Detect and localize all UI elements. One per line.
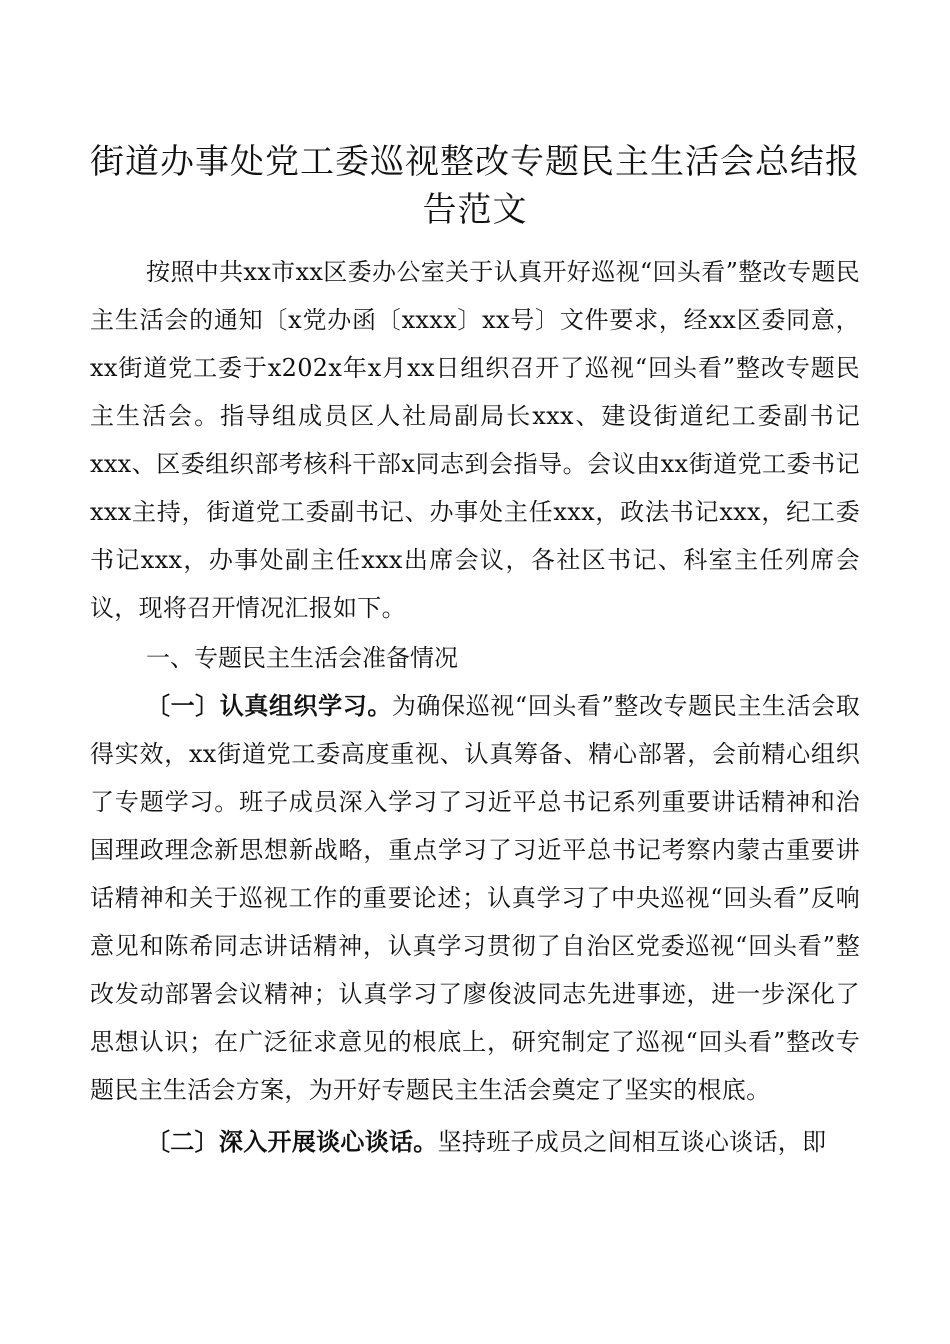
document-body	[90, 248, 860, 1166]
section-heading: 一、专题民主生活会准备情况	[146, 644, 458, 672]
intro-paragraph: 按照中共xx市xx区委办公室关于认真开好巡视“回头看”整改专题民主生活会的通知〔x党办函〔xxxx〕xx号〕文件要求，经xx区委同意，xx街道党工委于x202x年x月xx日组织召开了巡视“回头看”整改专题民主生活会。指导组成员区人社局副局长xxx、建设街道纪工委副书记xxx、区委组织部考核科干部x同志到会指导。会议由xx街道党工委书记xxx主持，街道党工委副书记、办事处主任xxx，政法书记xxx，纪工委书记xxx，办事处副主任xxx出席会议，各社区书记、科室主任列席会议，现将召开情况汇报如下。	[90, 258, 860, 622]
document-title: 街道办事处党工委巡视整改专题民主生活会总结报告范文	[90, 142, 860, 230]
item-lead-2: 〔二〕深入开展谈心谈话。	[146, 1128, 438, 1156]
item-text-2: 坚持班子成员之间相互谈心谈话，即	[437, 1128, 827, 1156]
item-lead-1: 〔一〕认真组织学习。	[146, 692, 392, 720]
item-paragraph-1	[90, 682, 860, 1114]
item-text-1: 为确保巡视“回头看”整改专题民主生活会取得实效，xx街道党工委高度重视、认真筹备、精心部署，会前精心组织了专题学习。班子成员深入学习了习近平总书记系列重要讲话精神和治国理政理念新思想新战略，重点学习了习近平总书记考察内蒙古重要讲话精神和关于巡视工作的重要论述；认真学习了中央巡视“回头看”反响意见和陈希同志讲话精神，认真学习贯彻了自治区党委巡视“回头看”整改发动部署会议精神；认真学习了廖俊波同志先进事迹，进一步深化了思想认识；在广泛征求意见的根底上，研究制定了巡视“回头看”整改专题民主生活会方案，为开好专题民主生活会奠定了坚实的根底。	[90, 692, 860, 1104]
item-paragraph-2	[90, 1118, 860, 1166]
